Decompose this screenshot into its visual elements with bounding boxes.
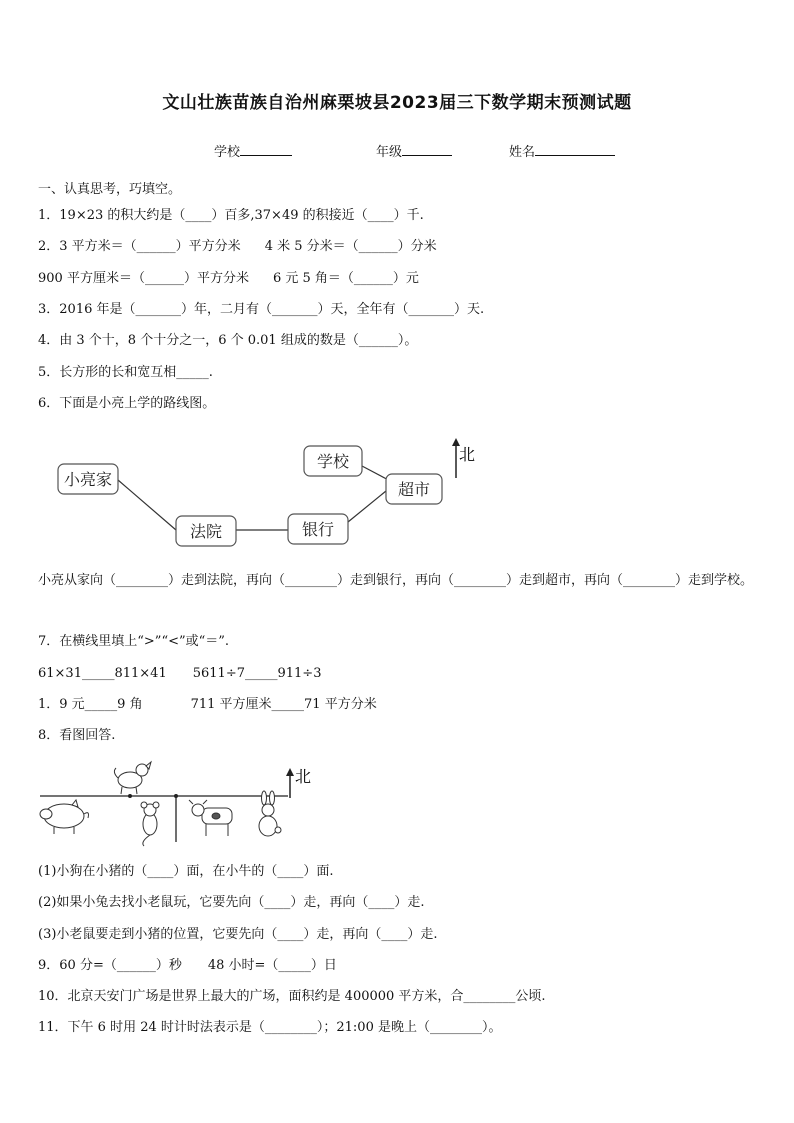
question-7-line-2 bbox=[38, 697, 377, 713]
question-8-3: (3)小老鼠要走到小猪的位置，它要先向（____）走，再向（____）走. bbox=[38, 927, 438, 942]
question-10: 10．北京天安门广场是世界上最大的广场，面积约是 400000 平方米，合________公顷. bbox=[38, 989, 546, 1004]
question-6-answer: 小亮从家向（________）走到法院，再向（________）走到银行，再向（________）走到超市，再向（________）走到学校。 bbox=[38, 573, 754, 588]
dog-icon bbox=[114, 762, 151, 794]
north-label: 北 bbox=[459, 445, 476, 464]
question-5: 5．长方形的长和宽互相_____. bbox=[38, 365, 213, 380]
question-2d: 6 元 5 角＝（______）元 bbox=[272, 271, 419, 286]
section-heading: 一、认真思考，巧填空。 bbox=[38, 182, 182, 197]
question-9a: 9．60 分=（______）秒 bbox=[38, 958, 182, 973]
grade-blank[interactable] bbox=[402, 141, 452, 156]
mouse-icon bbox=[141, 802, 159, 846]
question-7a: 61×31_____811×41 bbox=[38, 666, 167, 681]
market-label: 超市 bbox=[397, 480, 431, 499]
student-info-row bbox=[0, 141, 794, 161]
grade-label: 年级 bbox=[376, 145, 403, 160]
animal-map bbox=[36, 758, 326, 848]
cow-icon bbox=[189, 800, 232, 836]
question-7-line-1 bbox=[38, 666, 321, 682]
grade-field[interactable] bbox=[376, 141, 452, 160]
question-7d: 711 平方厘米_____71 平方分米 bbox=[190, 697, 377, 712]
question-3: 3．2016 年是（_______）年，二月有（_______）天，全年有（_______）天. bbox=[38, 302, 485, 317]
route-map bbox=[40, 434, 500, 554]
name-blank[interactable] bbox=[535, 141, 615, 156]
question-7: 7．在横线里填上“>”“<”或“＝”. bbox=[38, 634, 230, 649]
north-label-2: 北 bbox=[295, 767, 312, 786]
court-label: 法院 bbox=[189, 522, 223, 541]
school-blank[interactable] bbox=[240, 141, 292, 156]
question-2b: 4 米 5 分米＝（______）分米 bbox=[264, 239, 437, 254]
question-1: 1．19×23 的积大约是（____）百多,37×49 的积接近（____）千. bbox=[38, 208, 424, 223]
question-6: 6．下面是小亮上学的路线图。 bbox=[38, 396, 216, 411]
school-field[interactable] bbox=[214, 141, 292, 160]
question-2-line-1 bbox=[38, 239, 437, 255]
page-title: 文山壮族苗族自治州麻栗坡县2023届三下数学期末预测试题 bbox=[162, 93, 632, 113]
bank-label: 银行 bbox=[301, 520, 335, 539]
name-label: 姓名 bbox=[509, 145, 536, 160]
question-2-line-2 bbox=[38, 271, 419, 287]
question-9 bbox=[38, 958, 337, 974]
name-field[interactable] bbox=[509, 141, 615, 160]
question-8-2: (2)如果小兔去找小老鼠玩，它要先向（____）走，再向（____）走. bbox=[38, 895, 425, 910]
school-label: 学校 bbox=[316, 452, 350, 471]
question-2a: 2．3 平方米＝（______）平方分米 bbox=[38, 239, 241, 254]
route-bank-market bbox=[348, 491, 386, 522]
question-11: 11．下午 6 时用 24 时计时法表示是（________）；21:00 是晚上（________）。 bbox=[38, 1020, 502, 1035]
question-4: 4．由 3 个十，8 个十分之一，6 个 0.01 组成的数是（______）。 bbox=[38, 333, 418, 348]
question-2c: 900 平方厘米＝（______）平方分米 bbox=[38, 271, 249, 286]
question-8-1: (1)小狗在小猪的（____）面，在小牛的（____）面. bbox=[38, 864, 334, 879]
question-7c: 1．9 元_____9 角 bbox=[38, 697, 143, 712]
question-8: 8．看图回答. bbox=[38, 728, 116, 743]
question-7b: 5611÷7_____911÷3 bbox=[192, 666, 322, 681]
question-9b: 48 小时=（_____）日 bbox=[207, 958, 337, 973]
pig-icon bbox=[40, 800, 89, 834]
north-arrow-icon bbox=[286, 768, 294, 798]
rabbit-icon bbox=[259, 791, 281, 836]
school-label: 学校 bbox=[214, 145, 241, 160]
home-label: 小亮家 bbox=[63, 470, 113, 489]
route-home-court bbox=[118, 480, 176, 530]
